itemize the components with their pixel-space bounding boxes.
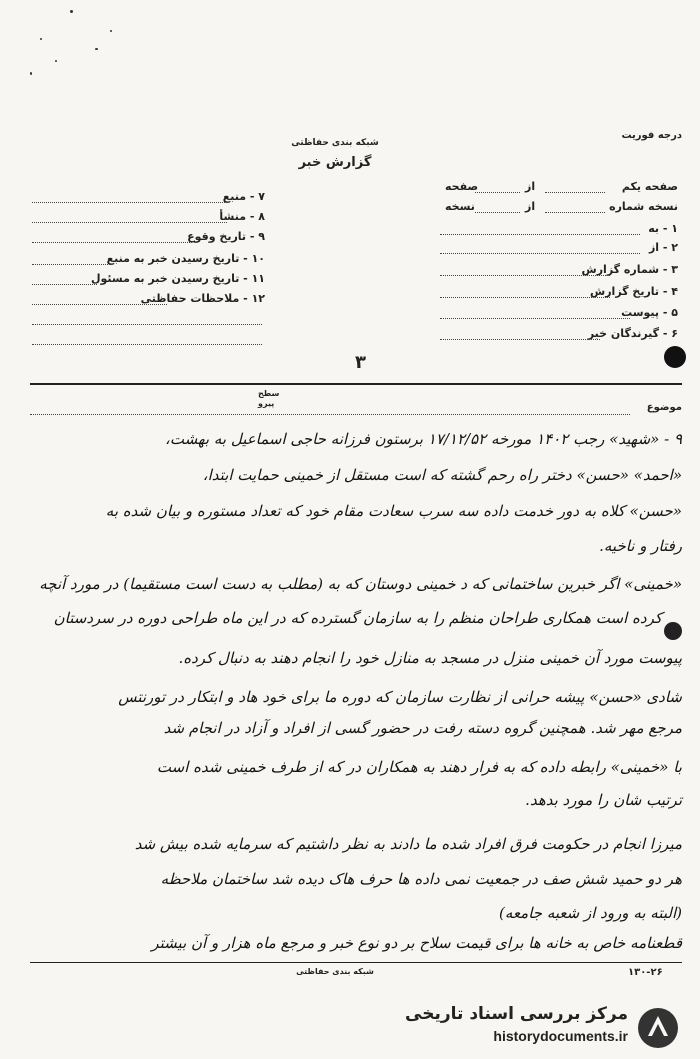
report-title: گزارش خبر bbox=[298, 155, 372, 170]
field-label: ۱۱ - تاریخ رسیدن خبر به مسئول bbox=[90, 272, 265, 285]
blank-line bbox=[32, 222, 227, 223]
blank-line bbox=[32, 344, 262, 345]
body-line: «خمینی» اگر خبرین ساختمانی که د خمینی دوستان که به (مطلب به دست است مستقیما) در مورد آنچه bbox=[39, 575, 682, 593]
scan-speck bbox=[95, 48, 98, 50]
subject-label: موضوع bbox=[646, 402, 682, 413]
field-label: نسخه bbox=[445, 200, 475, 213]
field-label: نسخه شماره bbox=[609, 200, 678, 213]
page-number: ۳ bbox=[355, 352, 366, 373]
classification-unit-header: شبکه بندی حفاظتی bbox=[291, 138, 379, 148]
blank-line bbox=[545, 192, 605, 193]
form-code: ۱۳۰-۲۶ bbox=[628, 967, 663, 978]
field-label: ۴ - تاریخ گزارش bbox=[590, 285, 678, 298]
body-line: با «خمینی» رابطه داده که به فرار دهند به همکاران در که از طرف خمینی شده است bbox=[156, 758, 682, 776]
field-label: صفحه یکم bbox=[621, 180, 678, 193]
footer-rule bbox=[30, 962, 682, 963]
watermark bbox=[405, 1004, 680, 1050]
field-label: ۸ - منشأ bbox=[219, 210, 265, 223]
blank-line bbox=[440, 297, 610, 298]
blank-line bbox=[32, 264, 112, 265]
body-line: ۹ - «شهید» رجب ۱۴۰۲ مورخه ۱۷/۱۲/۵۲ برستون فرزانه حاجی اسماعیل به بهشت، bbox=[165, 430, 682, 448]
field-label: ۳ - شماره گزارش bbox=[581, 263, 678, 276]
body-line: هر دو حمید شش صف در جمعیت نمی داده ها حرف هاک دیده شد ساختمان ملاحظه bbox=[160, 870, 682, 888]
body-line: پیوست مورد آن خمینی منزل در مسجد به منازل خود را انجام دهند به دنبال کرده. bbox=[178, 649, 682, 667]
scan-speck bbox=[110, 30, 112, 32]
field-label: ۷ - منبع bbox=[222, 190, 265, 203]
stamp-label: پیرو bbox=[258, 399, 275, 408]
footer-classification: شبکه بندی حفاظتی bbox=[296, 967, 374, 976]
blank-line bbox=[545, 212, 605, 213]
body-line: مرجع مهر شد. همچنین گروه دسته رفت در حضور گسی از افراد و آزاد در انجام شد bbox=[163, 719, 682, 737]
field-label: ۵ - پیوست bbox=[621, 306, 678, 319]
blank-line bbox=[32, 284, 97, 285]
blank-line bbox=[32, 324, 262, 325]
blank-line bbox=[32, 242, 192, 243]
blank-line bbox=[32, 202, 227, 203]
body-line: قطعنامه خاص به خانه ها برای قیمت سلاح بر دو نوع خبر و مرجع ماه هزار و آن بیشتر bbox=[151, 934, 682, 952]
divider-rule bbox=[30, 383, 682, 385]
blank-line bbox=[440, 253, 640, 254]
scan-speck bbox=[40, 38, 42, 40]
field-label: ۶ - گیرندگان خبر bbox=[587, 327, 678, 340]
stamp-label: سطح bbox=[258, 389, 280, 398]
body-line: «حسن» کلاه به دور خدمت داده سه سرب سعادت مقام خود که تعداد مستوره و بیان شده به bbox=[105, 502, 682, 520]
watermark-org-name: مرکز بررسی اسناد تاریخی bbox=[405, 1004, 628, 1024]
punch-hole bbox=[664, 622, 682, 640]
subject-line bbox=[30, 414, 630, 415]
body-line: (البته به ورود از شعبه جامعه) bbox=[499, 904, 682, 922]
archive-logo-icon bbox=[636, 1006, 680, 1050]
body-line: میرزا انجام در حکومت فرق افراد شده ما دادند به نظر داشتیم که سرمایه شده بیش شد bbox=[134, 835, 682, 853]
field-label: ۱۲ - ملاحظات حفاظتی bbox=[140, 292, 265, 305]
field-label: از bbox=[525, 200, 536, 213]
body-line: کرده است همکاری طراحان منظم را به سازمان گسترده که در این ماه طراحی دوره در سردستان bbox=[53, 609, 662, 627]
body-line: ترتیب شان را مورد بدهد. bbox=[525, 791, 682, 809]
field-label: ۱۰ - تاریخ رسیدن خبر به منبع bbox=[106, 252, 265, 265]
blank-line bbox=[32, 304, 167, 305]
urgency-label: درجه فوریت bbox=[621, 130, 682, 141]
punch-hole bbox=[664, 346, 686, 368]
scan-speck bbox=[55, 60, 57, 62]
blank-line bbox=[440, 318, 630, 319]
blank-line bbox=[440, 234, 640, 235]
blank-line bbox=[440, 275, 610, 276]
body-line: «احمد» «حسن» دختر راه رحم گشته که است مستقل از خمینی حمایت ابتدا، bbox=[202, 466, 682, 484]
field-label: ۱ - به bbox=[648, 222, 678, 235]
scan-speck bbox=[70, 10, 73, 13]
body-line: شادی «حسن» پیشه حرانی از نظارت سازمان که دوره ما برای خود هاد و ابتکار در تورنتس bbox=[118, 688, 682, 706]
body-line: رفتار و ناخیه. bbox=[599, 537, 682, 555]
blank-line bbox=[440, 339, 600, 340]
watermark-site: historydocuments.ir bbox=[493, 1028, 628, 1044]
blank-line bbox=[475, 192, 520, 193]
field-label: از bbox=[525, 180, 536, 193]
field-label: صفحه bbox=[445, 180, 479, 193]
blank-line bbox=[475, 212, 520, 213]
field-label: ۲ - از bbox=[648, 241, 678, 254]
field-label: ۹ - تاریخ وقوع bbox=[187, 230, 265, 243]
scan-speck bbox=[30, 72, 32, 75]
